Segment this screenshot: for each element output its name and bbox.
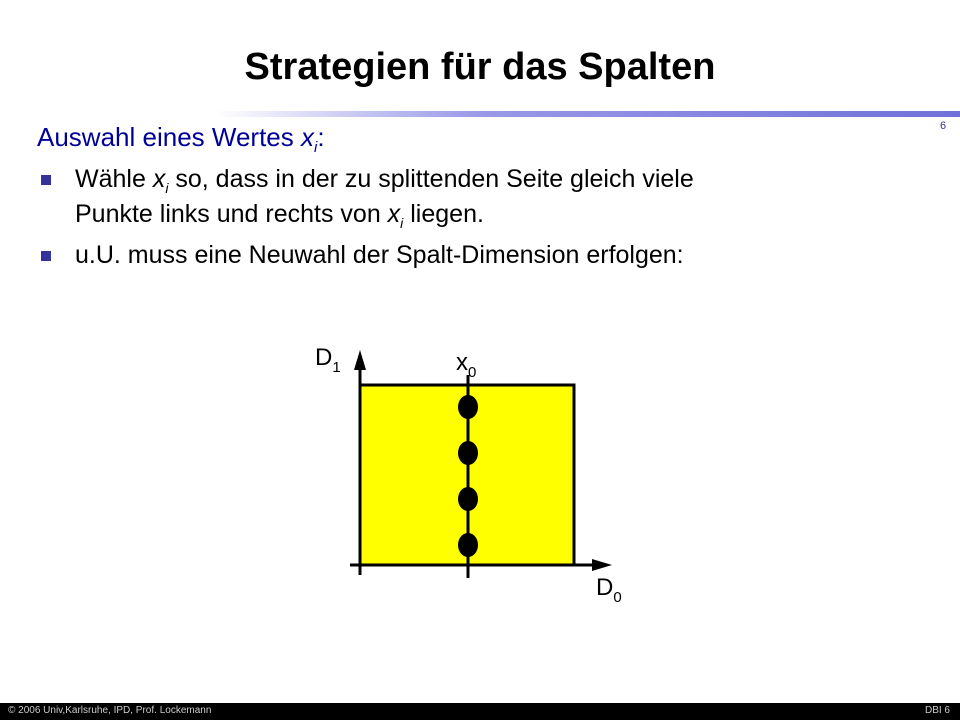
data-point: [458, 395, 478, 419]
slide-title: Strategien für das Spalten: [244, 46, 716, 88]
data-point: [458, 487, 478, 511]
data-point: [458, 533, 478, 557]
x-axis-arrow: [592, 559, 612, 571]
bullet-1-line2-text-a: Punkte links und rechts von: [75, 200, 388, 228]
footer-bar: [0, 703, 960, 720]
y-axis-arrow: [354, 350, 366, 370]
bullet-1-var: x: [152, 165, 166, 193]
page-number: 6: [940, 120, 947, 132]
heading-prefix: Auswahl eines Wertes: [37, 122, 301, 152]
data-point: [458, 441, 478, 465]
footer-slide-id: DBI 6: [924, 705, 950, 716]
heading-var: x: [300, 122, 314, 152]
bullet-1-line2-text-b: liegen.: [403, 200, 484, 228]
x-axis-label: $D_0$: [596, 574, 622, 606]
section-heading: [37, 122, 325, 156]
footer-copyright: © 2006 Univ,Karlsruhe, IPD, Prof. Lockemann: [8, 705, 212, 716]
bullet-1-text-a: Wähle: [75, 165, 153, 193]
bullet-marker: [41, 251, 51, 261]
y-axis-label: $D_1$: [315, 344, 341, 376]
bullet-1-line-2: [75, 197, 484, 240]
split-line-label: $x_0$: [456, 349, 477, 381]
split-diagram: [300, 330, 660, 620]
bullet-1-text-b: so, dass in der zu splittenden Seite gleich viele: [168, 165, 694, 193]
bullet-2: u.U. muss eine Neuwahl der Spalt-Dimension erfolgen:: [75, 241, 684, 269]
bullet-marker: [41, 175, 51, 185]
bullet-1-sub: i: [165, 180, 169, 196]
bullet-1-line2-var: x: [387, 200, 401, 228]
bullet-1-line2-sub: i: [400, 215, 404, 231]
heading-suffix: :: [317, 122, 325, 152]
heading-sub: i: [313, 139, 318, 157]
title-divider: [215, 111, 960, 117]
